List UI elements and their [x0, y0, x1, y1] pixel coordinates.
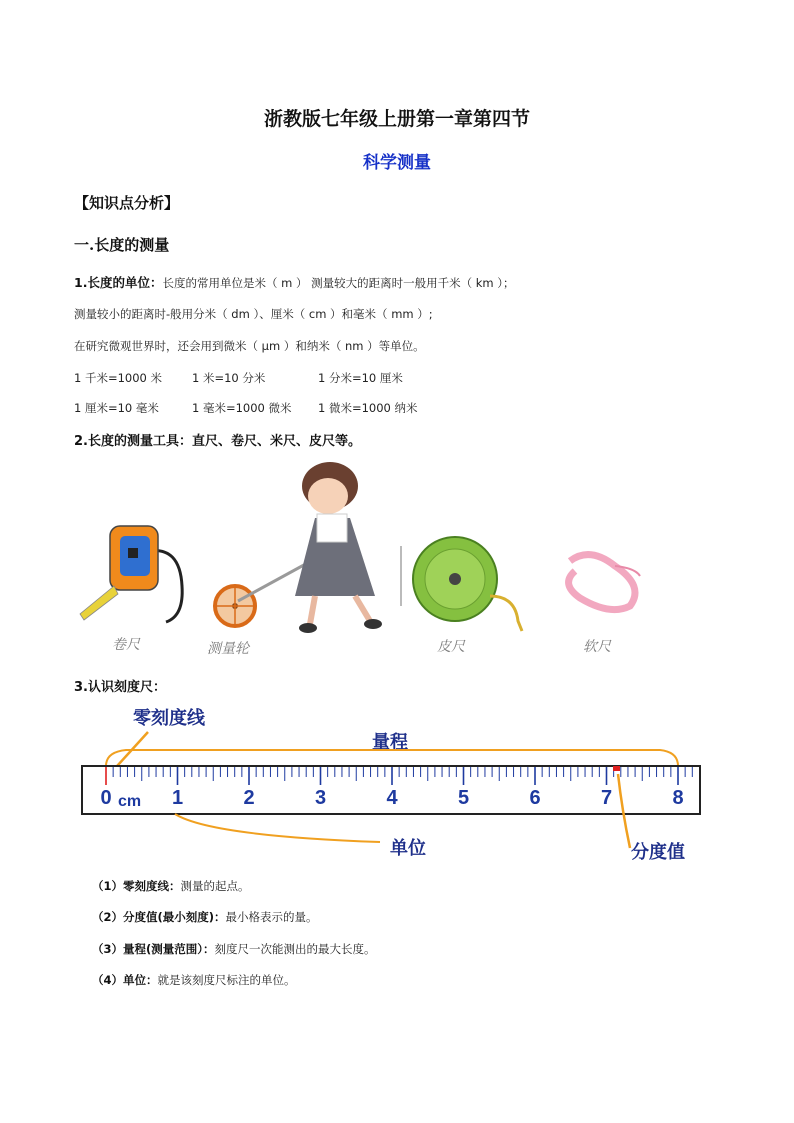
caption-leather-tape: 皮尺	[437, 639, 465, 655]
conversion-3: 1 分米=10 厘米	[318, 371, 403, 385]
ruler-number: 1	[171, 787, 184, 809]
units-line3: 在研究微观世界时，还会用到微米（ μm ）和纳米（ nm ）等单位。	[74, 339, 425, 353]
section-header: 【知识点分析】	[74, 194, 180, 212]
ruler-number: 2	[243, 787, 255, 809]
document-subtitle: 科学测量	[363, 153, 431, 173]
range-label: 量程	[372, 732, 408, 753]
conversion-5: 1 毫米=1000 微米	[192, 401, 292, 415]
girl-figure-icon	[295, 462, 382, 633]
caption-soft-tape: 软尺	[583, 639, 611, 655]
part1-heading: 一.长度的测量	[74, 236, 170, 254]
document-title: 浙教版七年级上册第一章第四节	[263, 108, 530, 130]
ruler-diagram	[70, 720, 730, 860]
division-value-label: 分度值	[631, 842, 685, 863]
ruler-number: 3	[314, 787, 327, 809]
caption-tape-measure: 卷尺	[112, 637, 140, 653]
soft-tape-icon	[569, 555, 640, 610]
tools-illustration	[70, 456, 730, 666]
units-line1	[74, 273, 515, 291]
ruler-number: 4	[386, 787, 398, 809]
units-label: 1.长度的单位：	[74, 275, 163, 290]
units-line2: 测量较小的距离时-般用分米（ dm ）、厘米（ cm ）和毫米（ mm ）;	[74, 307, 433, 321]
range-bracket	[106, 750, 678, 766]
caption-measuring-wheel: 测量轮	[207, 641, 249, 657]
definition-1: （1）零刻度线：测量的起点。	[92, 879, 250, 893]
ruler-number: 8	[672, 787, 684, 809]
conversion-4: 1 厘米=10 毫米	[74, 401, 159, 415]
division-marker	[613, 766, 620, 771]
tools-heading: 2.长度的测量工具：直尺、卷尺、米尺、皮尺等。	[74, 434, 361, 449]
units-line1-text: 长度的常用单位是米（ m ） 测量较大的距离时一般用千米（ km ）；	[162, 276, 515, 290]
tape-measure-icon	[80, 526, 182, 622]
definition-4: （4）单位：就是该刻度尺标注的单位。	[92, 973, 296, 987]
definition-3: （3）量程(测量范围）：刻度尺一次能测出的最大长度。	[92, 942, 376, 956]
zero-line-label: 零刻度线	[133, 708, 205, 729]
conversion-1: 1 千米=1000 米	[74, 371, 163, 385]
conversion-2: 1 米=10 分米	[192, 371, 266, 385]
ruler-heading: 3.认识刻度尺：	[74, 680, 166, 695]
leather-tape-icon	[400, 537, 522, 631]
ruler-number: 0	[100, 787, 112, 809]
ruler-number: 5	[457, 787, 470, 809]
definition-2: （2）分度值(最小刻度)：最小格表示的量。	[92, 910, 318, 924]
ruler-unit-text: cm	[118, 793, 142, 810]
conversion-6: 1 微米=1000 纳米	[318, 401, 418, 415]
ruler-number: 7	[600, 787, 613, 809]
ruler-number: 6	[529, 787, 541, 809]
unit-pointer	[175, 814, 380, 842]
unit-label: 单位	[390, 838, 426, 859]
